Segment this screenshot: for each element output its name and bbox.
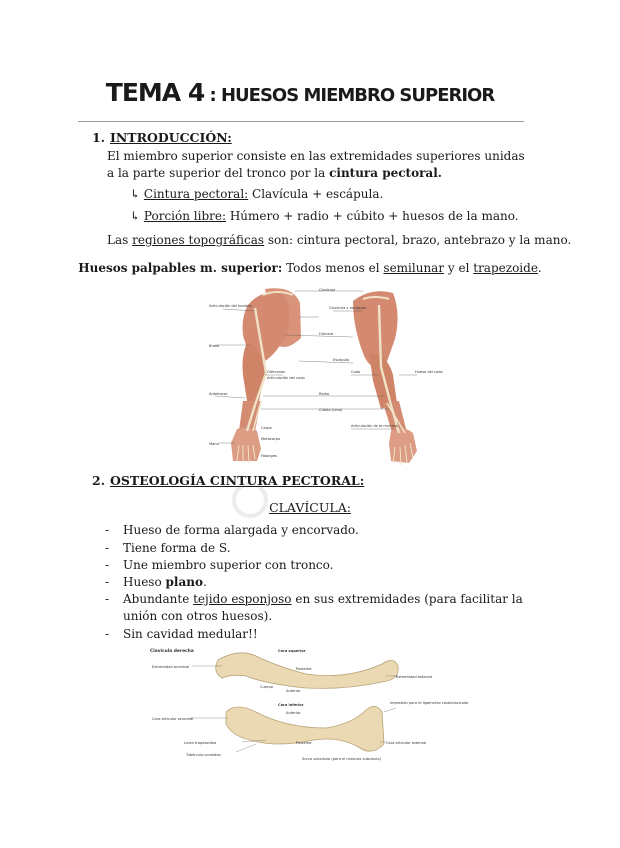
arrow-icon: ↳ <box>130 209 141 223</box>
list-dash: - <box>105 575 110 589</box>
palpable-line <box>0 261 620 275</box>
clavicle-labels <box>150 647 469 761</box>
label-escapula: Escápula <box>333 358 350 362</box>
label-articulacion-codo: Articulación del codo <box>267 376 305 380</box>
regions-link: regiones topográficas <box>132 233 265 247</box>
label-clavicula: Clavícula <box>319 288 336 292</box>
label-surco-subclavio: Surco subclavio (para el músculo subclavio) <box>302 757 381 761</box>
label-hueso-codo: Hueso del codo <box>415 370 443 374</box>
section-1-title: INTRODUCCIÓN: <box>110 130 232 145</box>
label-mano: Mano <box>209 442 219 446</box>
regions-text-b: son: cintura pectoral, brazo, antebrazo y la mano. <box>264 233 572 247</box>
list-item <box>105 574 530 591</box>
list-dash: - <box>105 558 110 572</box>
label-cuerpo: Cuerpo <box>260 685 273 689</box>
label-cara-superior: Cara superior <box>278 649 306 653</box>
label-radio: Radio <box>319 392 330 396</box>
list-text-c: . <box>202 575 207 589</box>
list-text: Une miembro superior con tronco. <box>123 558 334 572</box>
label-anterior: Anterior <box>286 689 301 693</box>
label-cara-inferior: Cara inferior <box>278 703 304 707</box>
list-text-a: Hueso <box>123 575 166 589</box>
title-rest: HUESOS MIEMBRO SUPERIOR <box>220 85 495 106</box>
upper-limb-illustration <box>203 283 443 466</box>
intro-paragraph <box>107 148 527 182</box>
page-title <box>0 78 600 107</box>
label-antebrazo: Antebrazo <box>209 392 228 396</box>
list-dash: - <box>105 627 110 641</box>
list-item <box>105 591 530 625</box>
list-item <box>105 540 530 557</box>
label-metacarpo: Metacarpo <box>261 437 281 441</box>
list-item <box>105 626 530 643</box>
list-text: Tiene forma de S. <box>123 541 231 555</box>
label-linea-trapezoidea: Línea trapezoidea <box>184 741 217 745</box>
label-posterior-inferior: Posterior <box>296 741 312 745</box>
palpable-text: Todos menos el <box>282 261 384 275</box>
palpable-text-mid: y el <box>444 261 474 275</box>
label-posterior: Posterior <box>296 667 312 671</box>
list-text: Hueso de forma alargada y encorvado. <box>123 523 359 537</box>
label-brazo: Brazo <box>209 344 220 348</box>
list-text <box>123 591 530 625</box>
label-carpo: Carpo <box>261 426 272 430</box>
palpable-trapezoide: trapezoide <box>473 261 538 275</box>
label-olecranon: Olécranon <box>267 370 286 374</box>
label-impresion-ligamento: Impresión para el ligamento costoclavicular <box>390 701 469 705</box>
bullet-cintura <box>130 187 383 201</box>
list-dash: - <box>105 541 110 555</box>
label-articulacion-hombro: Articulación del hombro <box>209 304 252 308</box>
regions-line <box>107 232 572 249</box>
list-text-bold: plano <box>165 575 203 589</box>
label-extremidad-acromial: Extremidad acromial <box>152 665 190 669</box>
clavicle-figure <box>146 644 469 764</box>
section-1-heading <box>92 130 232 145</box>
list-text-a: Abundante <box>123 592 194 606</box>
list-item <box>105 557 530 574</box>
bullet-label: Cintura pectoral: <box>143 187 249 201</box>
label-anterior-inferior: Anterior <box>286 711 301 715</box>
label-clavicula-escapula: Clavícula y escápula <box>329 306 366 310</box>
section-2-number: 2. <box>92 473 106 488</box>
list-text <box>123 574 530 591</box>
list-dash: - <box>105 523 110 537</box>
clavicle-illustration <box>146 644 469 764</box>
title-main: TEMA 4 <box>105 78 205 107</box>
list-text: Sin cavidad medular!! <box>123 627 258 641</box>
bullet-label: Porción libre: <box>143 209 227 223</box>
title-divider <box>78 121 524 122</box>
palpable-semilunar: semilunar <box>383 261 445 275</box>
label-cara-articular-esternal: Cara articular esternal <box>386 741 427 745</box>
right-arm <box>353 291 417 465</box>
label-humero: Húmero <box>319 332 334 336</box>
bullet-porcion <box>130 209 519 223</box>
label-extremidad-esternal: Extremidad esternal <box>396 675 433 679</box>
label-cara-articular-acromial: Cara articular acromial <box>152 717 194 721</box>
palpable-end: . <box>537 261 542 275</box>
label-cubito: Cúbito (ulna) <box>319 408 343 412</box>
list-text-c: en sus extremidades (para facilitar la unión con otros huesos). <box>123 592 523 623</box>
clavicula-subheading: CLAVÍCULA: <box>269 500 351 515</box>
section-2-title: OSTEOLOGÍA CINTURA PECTORAL: <box>110 473 365 488</box>
label-articulacion-muneca: Articulación de la muñeca <box>351 424 398 428</box>
label-falanges: Falanges <box>261 454 277 458</box>
intro-text: El miembro superior consiste en las extremidades superiores unidas a la parte superior del tronco por la <box>107 149 525 180</box>
clavicle-title: Clavícula derecha <box>150 649 194 654</box>
list-text-under: tejido esponjoso <box>193 592 292 606</box>
title-sep: : <box>204 85 221 106</box>
label-tuberculo-conoideo: Tubérculo conoideo <box>186 753 221 757</box>
bullet-text: Húmero + radio + cúbito + huesos de la mano. <box>226 209 519 223</box>
bullet-text: Clavícula + escápula. <box>248 187 384 201</box>
arrow-icon: ↳ <box>130 187 141 201</box>
label-codo: Codo <box>351 370 361 374</box>
list-dash: - <box>105 592 110 606</box>
regions-text-a: Las <box>107 233 133 247</box>
palpable-bold: Huesos palpables m. superior: <box>78 261 283 275</box>
upper-limb-figure <box>203 283 443 466</box>
intro-bold: cintura pectoral. <box>329 166 442 180</box>
section-1-number: 1. <box>92 130 106 145</box>
list-item <box>105 522 530 539</box>
